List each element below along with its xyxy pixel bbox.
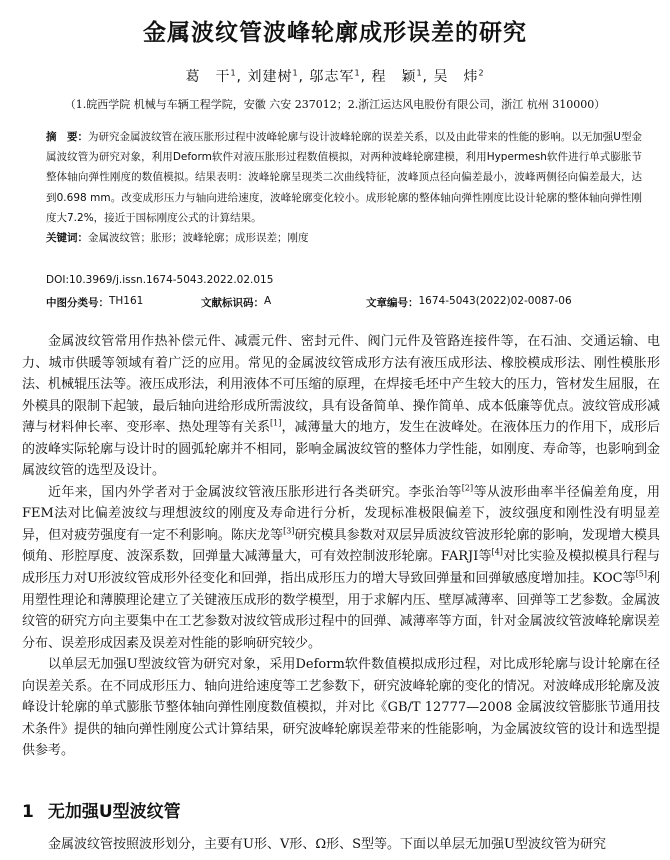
keywords-text: 金属波纹管；胀形；波峰轮廓；成形误差；刚度	[88, 232, 309, 245]
citation: [5]	[635, 569, 647, 579]
citation: [4]	[491, 548, 503, 558]
abstract-block	[46, 127, 642, 248]
author: 刘建树$^1$	[247, 68, 299, 85]
paragraph: 金属波纹管按照波形划分，主要有U形、V形、Ω形、S型等。下面以单层无加强U型波纹管为研究	[48, 837, 606, 852]
citation: [2]	[461, 483, 474, 493]
section-title: 无加强U型波纹管	[47, 802, 181, 822]
author: 程 颖$^1$	[371, 68, 423, 85]
body-text	[22, 331, 660, 762]
abstract-text: 为研究金属波纹管在液压胀形过程中波峰轮廓与设计波峰轮廓的误差关系，以及由此带来的性能的影响。以无加强U型金属波纹管为研究对象，利用Deform软件对液压胀形过程数值模拟，对两种波峰轮廓建模，利用Hypermesh软件进行单式膨胀节整体轴向弹性刚度的数值模拟。结果表明：波峰轮廓呈现类二次曲线特征，波峰顶点径向偏差最小，波峰两侧径向偏差最大，达到0.698 mm。改变成形压力与轴向进给速度，波峰轮廓变化较小。成形轮廓的整体轴向弹性刚度比设计轮廓的整体轴向弹性刚度大7.2%，接近于国标刚度公式的计算结果。	[46, 131, 643, 224]
author-list: 葛 干$^1$, 刘建树$^1$, 邬志军$^1$, 程 颖$^1$, 吴 炜$^2$	[185, 68, 485, 85]
paragraph: 近年来，国内外学者对于金属波纹管液压胀形进行各类研究。李张治等[2]等从波形曲率半径偏差角度，用FEM法对比偏差波纹与理想波纹的刚度及寿命进行分析，发现标准极限偏差下，波纹强度和刚性没有明显差异，但对疲劳强度有一定不利影响。陈庆龙等[3]研究模具参数对双层异质波纹管波形轮廓的影响，发现增大模具倾角、形腔厚度、波深系数，回弹量大减薄量大，可有效控制波形轮廓。FARJI等[4]对比实验及模拟模具行程与成形压力对U形波纹管成形外径变化和回弹，指出成形压力的增大导致回弹量和回弹敏感度增加挂。KOC等[5]利用塑性理论和薄膜理论建立了关键液压成形的数学模型，用于求解内压、壁厚减薄率、回弹等工艺参数。金属波纹管的研究方向主要集中在工艺参数对波纹管成形过程中的回弹、减薄率等方面，针对金属波纹管波峰轮廓误差分布、误差形成因素及误差对性能的影响研究较少。	[22, 483, 660, 651]
citation: [3]	[283, 526, 295, 536]
author: 邬志军$^1$	[309, 68, 361, 85]
paragraph: 金属波纹管常用作热补偿元件、减震元件、密封元件、阀门元件及管路连接件等，在石油、交通运输、电力、城市供暖等领域有着广泛的应用。常见的金属波纹管成形方法有液压成形法、橡胶模成形法、刚性模胀形法、机械辊压法等。液压成形法，利用液体不可压缩的原理，在焊接毛坯中产生较大的压力，管材发生屈服，在外模具的限制下起皱，最后轴向进给形成所需波纹，具有设备简单、操作简单、成本低廉等优点。波纹管成形减薄与材料伸长率、变形率、热处理等有关系[1]，减薄量大的地方，发生在波峰处。在液体压力的作用下，成形后的波峰实际轮廓与设计时的圆弧轮廓并不相同，影响金属波纹管的整体力学性能，如刚度、寿命等，也影响到金属波纹管的选型及设计。	[22, 334, 660, 479]
keywords-label: 关键词：	[46, 232, 88, 245]
clc-number: 中图分类号： TH161	[46, 295, 144, 309]
author: 葛 干$^1$	[185, 68, 237, 85]
paper-title: 金属波纹管波峰轮廓成形误差的研究	[143, 20, 527, 46]
doi: DOI:10.3969/j.issn.1674-5043.2022.02.015	[46, 274, 274, 286]
document-code: 文献标识码： A	[201, 295, 272, 309]
author: 吴 炜$^2$	[433, 68, 485, 85]
section-number: 1	[22, 802, 34, 822]
article-number: 文章编号： 1674-5043(2022)02-0087-06	[366, 295, 572, 309]
paragraph: 以单层无加强U型波纹管为研究对象，采用Deform软件数值模拟成形过程，对比成形轮廓与设计轮廓在径向误差关系。在不同成形压力、轴向进给速度等工艺参数下，研究波峰轮廓的变化的情况。对波峰成形轮廓及波峰设计轮廓的单式膨胀节整体轴向弹性刚度数值模拟，并对比《GB/T 12777—2008 金属波纹管膨胀节通用技术条件》提供的轴向弹性刚度公式计算结果，研究波峰轮廓误差带来的性能影响，为金属波纹管的设计和选型提供参考。	[22, 657, 660, 759]
abstract-label: 摘 要：	[46, 131, 89, 143]
section-heading	[22, 797, 181, 822]
citation: [1]	[270, 418, 282, 428]
affiliation: （1.皖西学院 机械与车辆工程学院，安徽 六安 237012；2.浙江运达风电股份有限公司，浙江 杭州 310000）	[64, 98, 606, 111]
